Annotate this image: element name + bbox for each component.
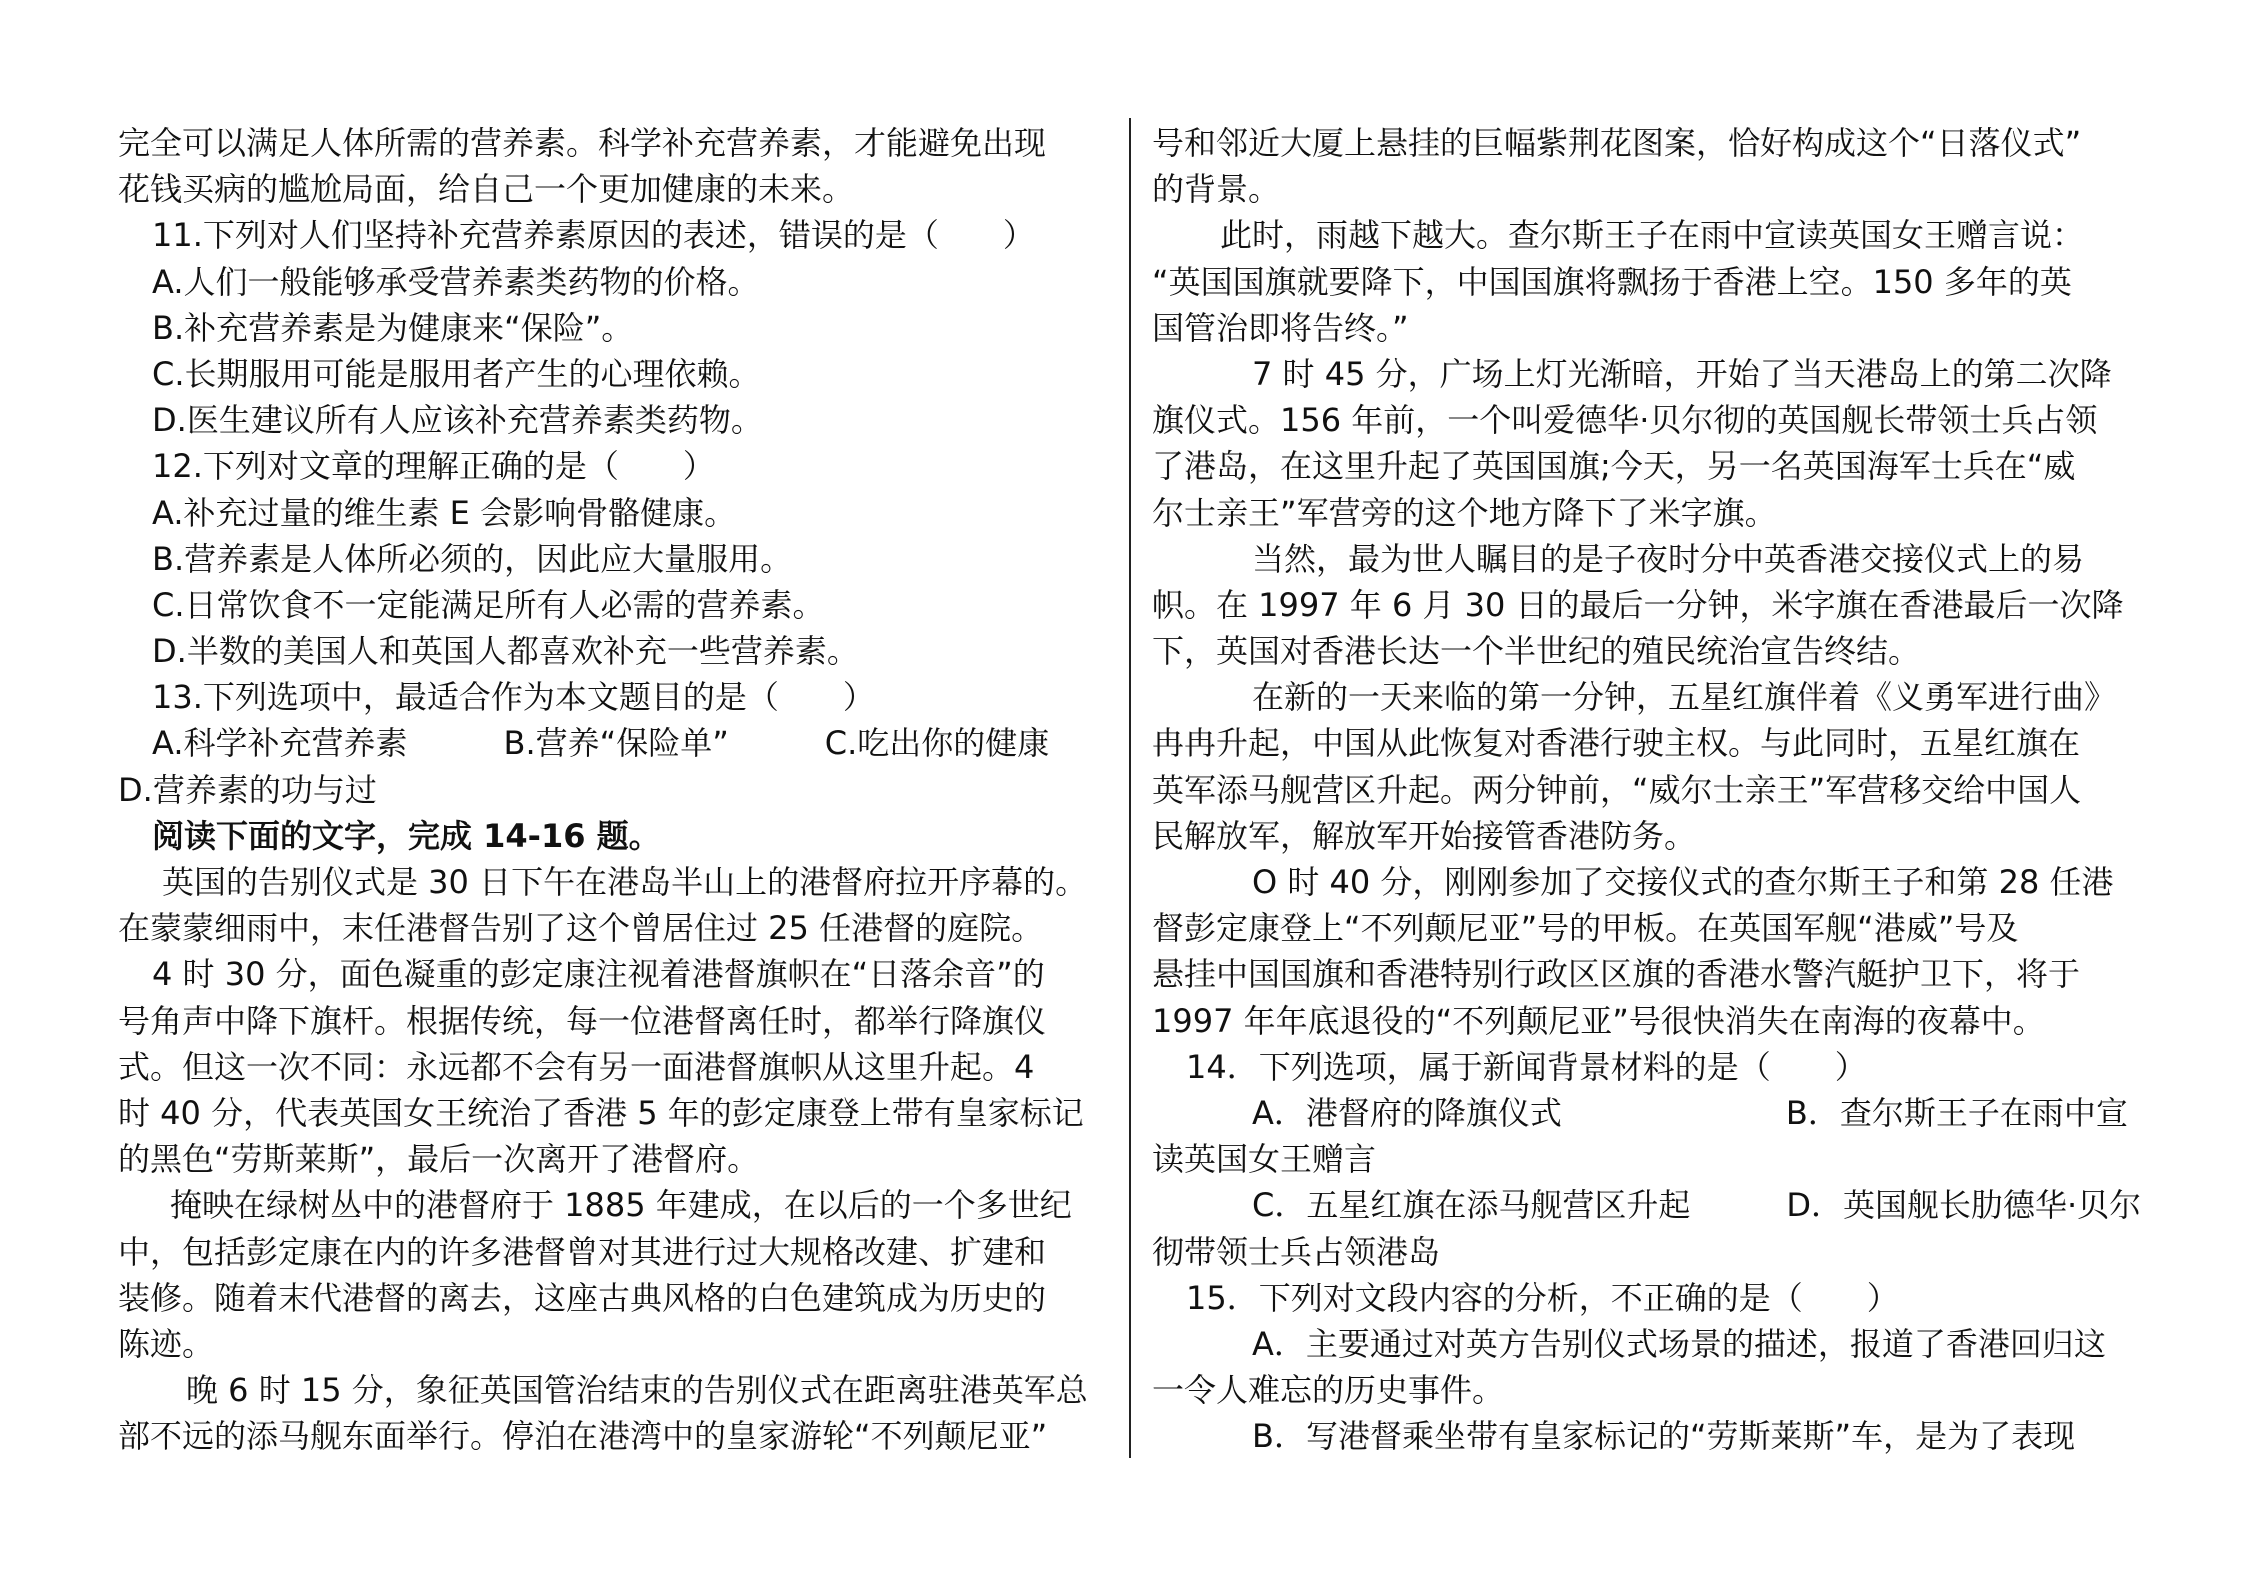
right-column-line: 读英国女王赠言: [1152, 1140, 1377, 1179]
right-column-line: 旗仪式。156 年前，一个叫爱德华·贝尔彻的英国舰长带领士兵占领: [1152, 401, 2098, 440]
right-column-line: O 时 40 分，刚刚参加了交接仪式的查尔斯王子和第 28 任港: [1252, 863, 2114, 901]
right-column-line: 帜。在 1997 年 6 月 30 日的最后一分钟，米字旗在香港最后一次降: [1152, 585, 2124, 624]
right-column-line: “英国国旗就要降下，中国国旗将飘扬于香港上空。150 多年的英: [1152, 262, 2072, 301]
right-column-line: 14．下列选项，属于新闻背景材料的是（ ）: [1186, 1047, 1867, 1086]
right-column-line: 冉冉升起，中国从此恢复对香港行驶主权。与此同时，五星红旗在: [1152, 724, 2081, 763]
left-column-line: A.补充过量的维生素 E 会影响骨骼健康。: [152, 493, 737, 532]
right-column-line: 了港岛，在这里升起了英国国旗;今天，另一名英国海军士兵在“威: [1152, 447, 2076, 486]
right-column-line: 一令人难忘的历史事件。: [1152, 1371, 1505, 1410]
left-column-line: B.补充营养素是为健康来“保险”。: [152, 308, 634, 347]
right-column-line: 7 时 45 分，广场上灯光渐暗，开始了当天港岛上的第二次降: [1252, 354, 2112, 393]
left-column-line: B.营养素是人体所必须的，因此应大量服用。: [152, 539, 793, 578]
left-column-line: D.营养素的功与过: [118, 770, 377, 809]
left-column-line: 12.下列对文章的理解正确的是（ ）: [152, 447, 715, 486]
right-column-line: C．五星红旗在添马舰营区升起 D．英国舰长肋德华·贝尔: [1252, 1186, 2142, 1225]
left-column-line: 号角声中降下旗杆。根据传统，每一位港督离任时，都举行降旗仪: [118, 1001, 1047, 1040]
left-column-line: D.半数的美国人和英国人都喜欢补充一些营养素。: [152, 632, 859, 671]
left-column: [118, 120, 1110, 1459]
left-column-line: 13.下列选项中，最适合作为本文题目的是（ ）: [152, 678, 875, 717]
right-column-line: 在新的一天来临的第一分钟，五星红旗伴着《义勇军进行曲》: [1252, 678, 2117, 717]
left-column-line: 时 40 分，代表英国女王统治了香港 5 年的彭定康登上带有皇家标记: [118, 1093, 1084, 1132]
left-column-line: A.科学补充营养素 B.营养“保险单” C.吃出你的健康: [152, 724, 1050, 763]
left-column-line: C.日常饮食不一定能满足所有人必需的营养素。: [152, 585, 825, 624]
left-column-line: 阅读下面的文字，完成 14-16 题。: [152, 816, 661, 855]
right-column-line: 15．下列对文段内容的分析，不正确的是（ ）: [1186, 1278, 1899, 1317]
left-column-line: 晚 6 时 15 分，象征英国管治结束的告别仪式在距离驻港英军总: [186, 1371, 1088, 1410]
left-column-line: 陈迹。: [118, 1324, 215, 1363]
right-column-line: 的背景。: [1152, 170, 1281, 209]
right-column-line: 督彭定康登上“不列颠尼亚”号的甲板。在英国军舰“港威”号及: [1152, 909, 2019, 948]
column-divider: [1129, 118, 1131, 1458]
right-column-line: A．主要通过对英方告别仪式场景的描述，报道了香港回归这: [1252, 1324, 2106, 1363]
right-column-line: 英军添马舰营区升起。两分钟前，“威尔士亲王”军营移交给中国人: [1152, 770, 2082, 809]
right-column-line: 悬挂中国国旗和香港特别行政区区旗的香港水警汽艇护卫下，将于: [1152, 955, 2081, 994]
right-column-line: 尔士亲王”军营旁的这个地方降下了米字旗。: [1152, 493, 1777, 532]
right-column-line: 1997 年年底退役的“不列颠尼亚”号很快消失在南海的夜幕中。: [1152, 1001, 2045, 1040]
left-column-line: 装修。随着末代港督的离去，这座古典风格的白色建筑成为历史的: [118, 1278, 1047, 1317]
left-column-line: 英国的告别仪式是 30 日下午在港岛半山上的港督府拉开序幕的。: [162, 863, 1088, 901]
right-column-line: 国管治即将告终。”: [1152, 308, 1409, 347]
left-column-line: 部不远的添马舰东面举行。停泊在港湾中的皇家游轮“不列颠尼亚”: [118, 1417, 1048, 1456]
right-column-line: 号和邻近大厦上悬挂的巨幅紫荆花图案，恰好构成这个“日落仪式”: [1152, 124, 2082, 162]
right-column-line: 此时，雨越下越大。查尔斯王子在雨中宣读英国女王赠言说：: [1220, 216, 2085, 255]
left-column-line: 11.下列对人们坚持补充营养素原因的表述，错误的是（ ）: [152, 216, 1035, 255]
left-column-line: 式。但这一次不同：永远都不会有另一面港督旗帜从这里升起。4: [118, 1047, 1035, 1086]
left-column-line: 4 时 30 分，面色凝重的彭定康注视着港督旗帜在“日落余音”的: [152, 955, 1045, 994]
right-column-line: 当然，最为世人瞩目的是子夜时分中英香港交接仪式上的易: [1252, 539, 2085, 578]
right-column-line: B．写港督乘坐带有皇家标记的“劳斯莱斯”车，是为了表现: [1252, 1417, 2076, 1456]
left-column-line: 的黑色“劳斯莱斯”，最后一次离开了港督府。: [118, 1140, 760, 1179]
left-column-line: 在蒙蒙细雨中，末任港督告别了这个曾居住过 25 任港督的庭院。: [118, 909, 1044, 948]
left-column-line: C.长期服用可能是服用者产生的心理依赖。: [152, 354, 761, 393]
right-column-line: 民解放军，解放军开始接管香港防务。: [1152, 816, 1697, 855]
left-column-line: A.人们一般能够承受营养素类药物的价格。: [152, 262, 760, 301]
left-column-line: D.医生建议所有人应该补充营养素类药物。: [152, 401, 763, 440]
right-column-line: 下，英国对香港长达一个半世纪的殖民统治宣告终结。: [1152, 632, 1921, 671]
left-column-line: 完全可以满足人体所需的营养素。科学补充营养素，才能避免出现: [118, 124, 1047, 162]
left-column-line: 花钱买病的尴尬局面，给自己一个更加健康的未来。: [118, 170, 855, 209]
left-column-line: 中，包括彭定康在内的许多港督曾对其进行过大规格改建、扩建和: [118, 1232, 1047, 1271]
right-column: [1152, 120, 2144, 1459]
right-column-line: 彻带领士兵占领港岛: [1152, 1232, 1441, 1271]
right-column-line: A．港督府的降旗仪式 B．查尔斯王子在雨中宣: [1252, 1093, 2128, 1132]
left-column-line: 掩映在绿树丛中的港督府于 1885 年建成，在以后的一个多世纪: [170, 1186, 1072, 1225]
